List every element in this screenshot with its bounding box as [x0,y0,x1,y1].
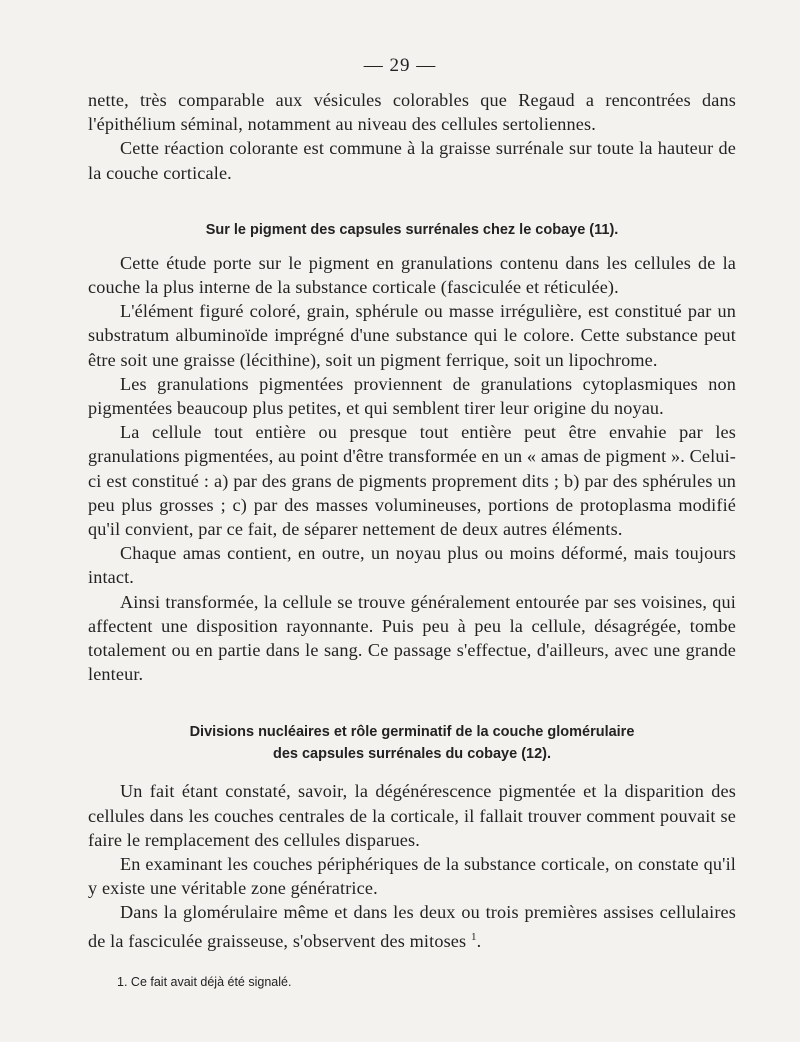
section-title-line-1: Divisions nucléaires et rôle germinatif de la couche glomérulaire [189,724,635,741]
footnote-reference[interactable]: 1 [470,930,477,943]
section-title-line-2: des capsules surrénales du cobaye (12). [272,746,552,763]
pigment-paragraph-3: Les granulations pigmentées proviennent de granulations cytoplasmiques non pigmentées beaucoup plus petites, et qui semblent tirer leur origine du noyau. [88,373,736,419]
footnote-marker: 1. [117,975,128,989]
footnote [117,975,291,989]
page-body [88,88,736,953]
intro-paragraph-1: nette, très comparable aux vésicules colorables que Regaud a rencontrées dans l'épithélium séminal, notamment au niveau des cellules sertoliennes. [88,90,736,135]
pigment-paragraph-1: Cette étude porte sur le pigment en granulations contenu dans les cellules de la couche la plus interne de la substance corticale (fasciculée et réticulée). [88,252,736,298]
pigment-paragraph-2: L'élément figuré coloré, grain, sphérule ou masse irrégulière, est constitué par un substratum albuminoïde imprégné d'une substance qui le colore. Cette substance peut être soit une graisse (lécithine), soit un pigment ferrique, soit un lipochrome. [88,301,736,370]
section-title-divisions [88,721,736,765]
divisions-paragraph-3-text: Dans la glomérulaire même et dans les deux ou trois premières assises cellulaires de la fasciculée graisseuse, s'observent des mitoses [88,902,736,951]
divisions-paragraph-1: Un fait étant constaté, savoir, la dégénérescence pigmentée et la disparition des cellules dans les couches centrales de la corticale, il fallait trouver comment pouvait se faire le remplacement des cellules disparues. [88,781,736,850]
pigment-paragraph-5: Chaque amas contient, en outre, un noyau plus ou moins déformé, mais toujours intact. [88,543,736,588]
pigment-paragraph-6: Ainsi transformée, la cellule se trouve généralement entourée par ses voisines, qui affectent une disposition rayonnante. Puis peu à peu la cellule, désagrégée, tombe totalement ou en partie dans le sang. Ce passage s'effectue, d'ailleurs, avec une grande lenteur. [88,591,736,685]
footnote-text: Ce fait avait déjà été signalé. [130,975,292,989]
pigment-paragraph-4: La cellule tout entière ou presque tout entière peut être envahie par les granulations pigmentées, au point d'être transformée en un « amas de pigment ». Celui-ci est constitué : a) par des grans de pigments proprement dits ; b) par des sphérules un peu plus grosses ; c) par des masses volumineuses, portions de protoplasma modifié qu'il convient, par ce fait, de séparer nettement de deux autres éléments. [88,422,737,540]
section-title-pigment: Sur le pigment des capsules surrénales chez le cobaye (11). [205,221,619,238]
divisions-paragraph-3-end: . [476,930,482,951]
intro-paragraph-2: Cette réaction colorante est commune à la graisse surrénale sur toute la hauteur de la couche corticale. [88,138,736,183]
divisions-paragraph-2: En examinant les couches périphériques de la substance corticale, on constate qu'il y existe une véritable zone génératrice. [88,854,736,899]
page-number: — 29 — [363,55,437,76]
divisions-paragraph-3 [88,900,736,952]
